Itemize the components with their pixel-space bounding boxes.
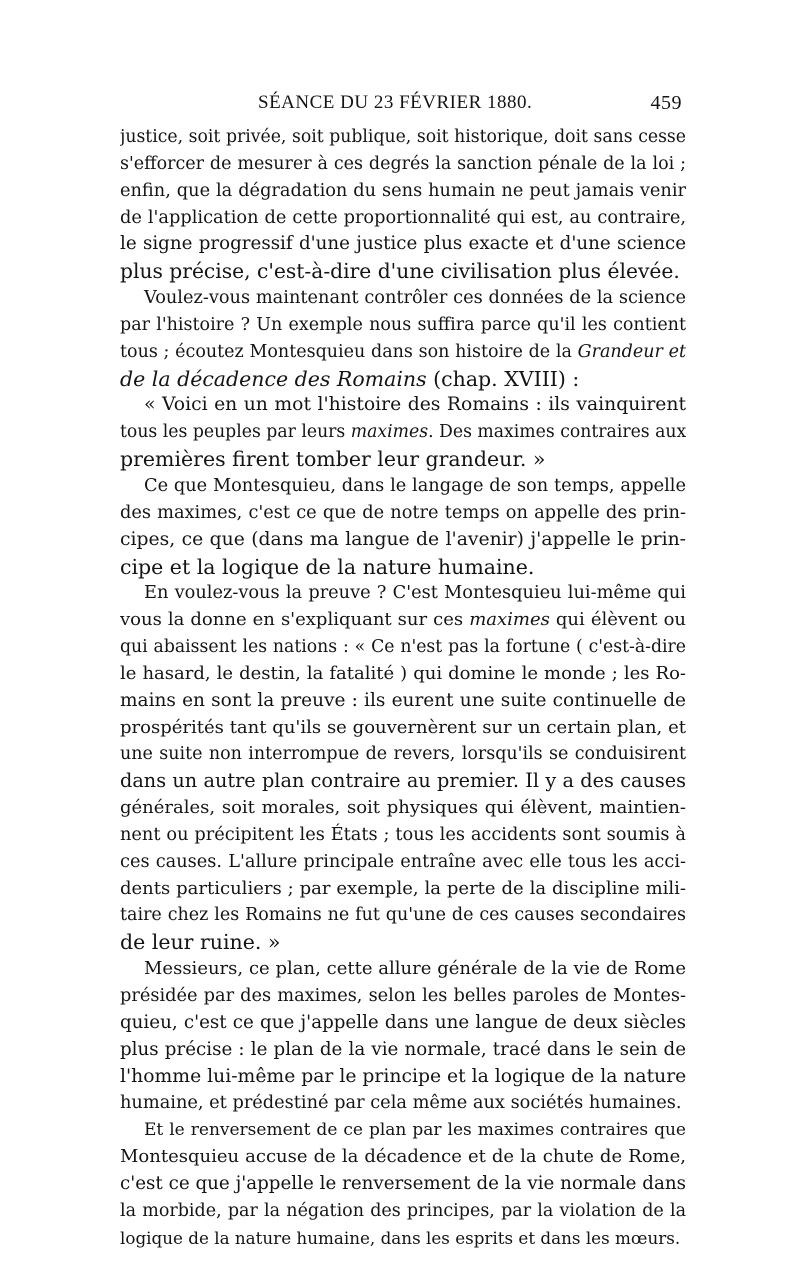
italic-title: maximes — [469, 609, 550, 631]
text-line: Et le renversement de ce plan par les maximes contraires que — [144, 1120, 686, 1141]
text-line: taire chez les Romains ne fut qu'une de ces causes secondaires — [120, 905, 686, 926]
text-line: plus précise, c'est-à-dire d'une civilisation plus élevée. — [120, 259, 680, 284]
page-number: 459 — [650, 92, 682, 114]
text-line: « Voici en un mot l'histoire des Romains : ils vainquirent — [144, 394, 686, 416]
italic-title: de la décadence des Romains — [120, 366, 427, 391]
text-line: par l'histoire ? Un exemple nous suffira parce qu'il les contient — [120, 314, 686, 335]
running-head-title: SÉANCE DU 23 FÉVRIER 1880. — [258, 92, 533, 113]
text-line: cipes, ce que (dans ma langue de l'avenir) j'appelle le prin- — [120, 528, 686, 550]
body-text — [120, 124, 686, 1251]
text-segment: tous les peuples par leurs — [120, 422, 351, 443]
text-segment: tous ; écoutez Montesquieu dans son histoire de la — [120, 341, 578, 362]
text-line: dents particuliers ; par exemple, la perte de la discipline mili- — [120, 877, 686, 899]
text-segment: vous la donne en s'expliquant sur ces — [120, 609, 470, 631]
text-segment: . Des maximes contraires aux — [428, 422, 686, 443]
text-line: logique de la nature humaine, dans les esprits et dans les mœurs. — [120, 1227, 681, 1248]
text-line: dans un autre plan contraire au premier. Il y a des causes — [120, 769, 686, 793]
text-line: nent ou précipitent les États ; tous les accidents sont soumis à — [120, 824, 686, 845]
text-line: plus précise : le plan de la vie normale, tracé dans le sein de — [120, 1038, 686, 1060]
italic-title: maximes — [350, 422, 429, 443]
text-segment: (chap. XVIII) : — [426, 366, 580, 391]
text-line: le hasard, le destin, la fatalité ) qui domine le monde ; les Ro- — [120, 662, 686, 684]
text-line — [120, 339, 686, 366]
text-line: premières firent tomber leur grandeur. » — [120, 447, 546, 472]
text-line: prospérités tant qu'ils se gouvernèrent sur un certain plan, et — [120, 716, 686, 738]
text-line: l'homme lui-même par le principe et la logique de la nature — [120, 1065, 686, 1087]
text-line: quieu, c'est ce que j'appelle dans une langue de deux siècles — [120, 1011, 686, 1033]
text-line: Voulez-vous maintenant contrôler ces données de la science — [144, 288, 686, 309]
text-line — [120, 607, 686, 634]
text-line: le signe progressif d'une justice plus exacte et d'une science — [120, 233, 686, 255]
text-line: c'est ce que j'appelle le renversement de la vie normale dans — [120, 1172, 686, 1194]
text-line: Messieurs, ce plan, cette allure générale de la vie de Rome — [144, 958, 686, 980]
italic-title: Grandeur et — [577, 341, 686, 362]
text-line: cipe et la logique de la nature humaine. — [120, 554, 535, 579]
text-segment: qui élèvent ou — [549, 609, 686, 631]
text-line: Montesquieu accuse de la décadence et de la chute de Rome, — [120, 1146, 686, 1168]
text-line: Ce que Montesquieu, dans le langage de son temps, appelle — [144, 475, 686, 496]
text-line — [120, 419, 686, 446]
text-line: de l'application de cette proportionnalité qui est, au contraire, — [120, 207, 686, 228]
text-line: présidée par des maximes, selon les belles paroles de Montes- — [120, 986, 686, 1006]
text-line: s'efforcer de mesurer à ces degrés la sanction pénale de la loi ; — [120, 153, 686, 174]
text-line: de leur ruine. » — [120, 930, 281, 955]
text-line: une suite non interrompue de revers, lorsqu'ils se conduisirent — [120, 744, 686, 765]
text-line: générales, soit morales, soit physiques qui élèvent, maintien- — [120, 797, 686, 819]
text-line: humaine, et prédestiné par cela même aux sociétés humaines. — [120, 1093, 682, 1114]
text-line: la morbide, par la négation des principes, par la violation de la — [120, 1200, 686, 1221]
text-line: justice, soit privée, soit publique, soit historique, doit sans cesse — [120, 127, 686, 147]
text-line: des maximes, c'est ce que de notre temps on appelle des prin- — [120, 502, 686, 523]
running-head — [124, 92, 682, 122]
text-line: mains en sont la preuve : ils eurent une suite continuelle de — [120, 689, 686, 711]
text-line: En voulez-vous la preuve ? C'est Montesquieu lui-même qui — [144, 583, 686, 604]
text-line: enfin, que la dégradation du sens humain ne peut jamais venir — [120, 180, 686, 201]
text-line — [120, 366, 686, 393]
text-line: qui abaissent les nations : « Ce n'est pas la fortune ( c'est-à-dire — [120, 637, 686, 658]
text-line: ces causes. L'allure principale entraîne avec elle tous les acci- — [120, 851, 686, 872]
